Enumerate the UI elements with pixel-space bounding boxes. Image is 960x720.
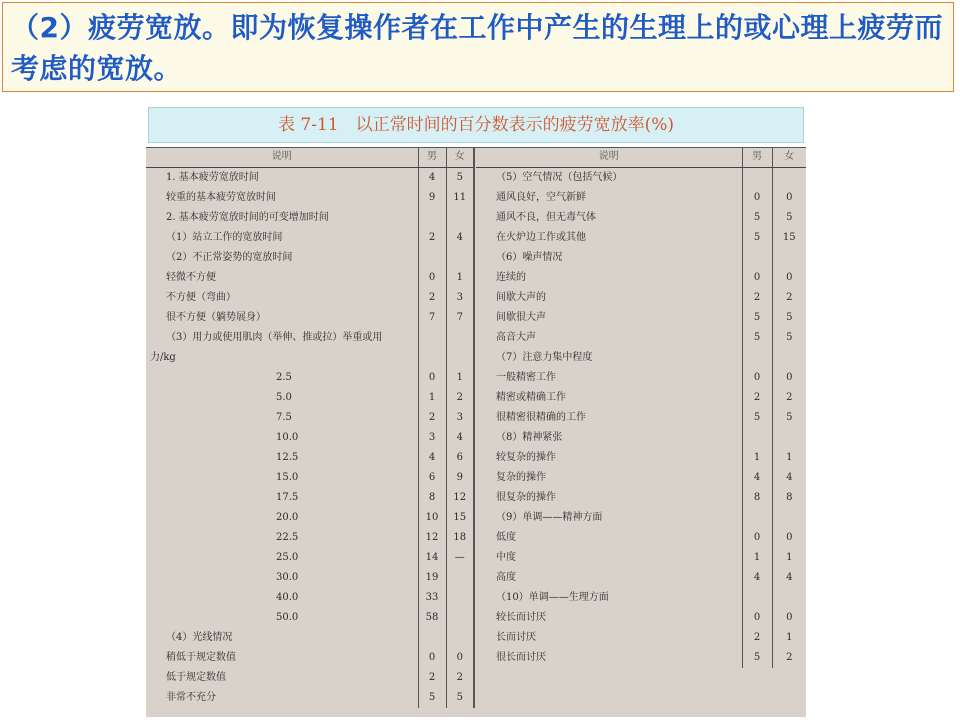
row-female-value: 9 (446, 468, 474, 488)
table-row (476, 388, 806, 408)
row-description: 很不方便（躺势展身） (146, 308, 418, 328)
row-description: 稍低于规定数值 (146, 648, 418, 668)
row-description: 很长而讨厌 (476, 648, 742, 668)
table-row (146, 688, 474, 708)
row-male-value: 2 (418, 288, 446, 308)
right-half-table (476, 147, 806, 668)
left-table-body (146, 168, 474, 709)
row-male-value (742, 508, 772, 528)
row-female-value: 4 (446, 228, 474, 248)
table-row (146, 648, 474, 668)
row-male-value: 2 (742, 628, 772, 648)
row-description: 25.0 (146, 548, 418, 568)
table-row (146, 508, 474, 528)
row-description: （9）单调——精神方面 (476, 508, 742, 528)
row-female-value: 2 (446, 668, 474, 688)
table-row (476, 208, 806, 228)
row-description: 22.5 (146, 528, 418, 548)
row-male-value: 4 (742, 468, 772, 488)
table-row (476, 548, 806, 568)
row-female-value: 8 (786, 492, 793, 503)
table-row (476, 568, 806, 588)
row-description: （10）单调——生理方面 (476, 588, 742, 608)
row-male-value (742, 168, 772, 189)
row-description: 长而讨厌 (476, 628, 742, 648)
table-row (476, 408, 806, 428)
table-row (476, 248, 806, 268)
row-description: （8）精神紧张 (476, 428, 742, 448)
row-male-value: 9 (418, 188, 446, 208)
row-female-value: 5 (786, 212, 793, 223)
row-male-value: 4 (418, 168, 446, 189)
header-female: 女 (772, 147, 806, 168)
row-male-value: 14 (418, 548, 446, 568)
row-male-value: 5 (418, 688, 446, 708)
row-description: 10.0 (146, 428, 418, 448)
row-male-value (418, 628, 446, 648)
table-row (146, 188, 474, 208)
row-male-value: 5 (742, 648, 772, 668)
row-description: 较重的基本疲劳宽放时间 (146, 188, 418, 208)
row-description: 一般精密工作 (476, 368, 742, 388)
row-male-value: 10 (418, 508, 446, 528)
row-female-value: 15 (446, 508, 474, 528)
row-female-value (772, 248, 806, 268)
table-row (476, 168, 806, 189)
table-row (146, 668, 474, 688)
row-male-value: 2 (418, 408, 446, 428)
row-male-value: 4 (418, 448, 446, 468)
row-description: 5.0 (146, 388, 418, 408)
row-female-value: 2 (446, 388, 474, 408)
row-male-value: 6 (418, 468, 446, 488)
row-female-value: 5 (786, 312, 793, 323)
table-row (146, 368, 474, 388)
row-male-value: 1 (742, 448, 772, 468)
table-row (146, 328, 474, 348)
row-female-value (446, 568, 474, 588)
header-female: 女 (446, 147, 474, 168)
row-description: （6）噪声情况 (476, 248, 742, 268)
row-female-value: 5 (446, 688, 474, 708)
row-male-value: 0 (742, 528, 772, 548)
header-desc: 说明 (146, 147, 418, 168)
row-male-value (418, 208, 446, 228)
row-description: 中度 (476, 548, 742, 568)
row-female-value: 1 (446, 368, 474, 388)
row-male-value: 8 (418, 488, 446, 508)
table-row (476, 188, 806, 208)
row-male-value: 0 (418, 648, 446, 668)
table-row (146, 268, 474, 288)
row-male-value: 1 (742, 548, 772, 568)
row-male-value (418, 348, 446, 368)
row-description: （7）注意力集中程度 (476, 348, 742, 368)
row-male-value: 5 (742, 408, 772, 428)
row-female-value (446, 328, 474, 348)
row-description: （5）空气情况（包括气候） (476, 168, 742, 189)
row-female-value: 2 (786, 652, 793, 663)
row-female-value (446, 248, 474, 268)
row-description: 精密或精确工作 (476, 388, 742, 408)
row-description: （3）用力或使用肌肉（举伸、推或拉）举重或用 (146, 328, 418, 348)
row-description: 高音大声 (476, 328, 742, 348)
table-row (146, 228, 474, 248)
row-female-value: 7 (446, 308, 474, 328)
row-female-value: 4 (786, 472, 793, 483)
row-female-value: 5 (446, 168, 474, 189)
row-female-value (446, 588, 474, 608)
row-description: 低于规定数值 (146, 668, 418, 688)
row-male-value: 8 (742, 488, 772, 508)
row-female-value: 6 (446, 448, 474, 468)
table-row (146, 488, 474, 508)
row-male-value: 0 (742, 188, 772, 208)
row-female-value: 15 (782, 232, 796, 243)
row-female-value: 1 (446, 268, 474, 288)
header-row (476, 147, 806, 168)
row-male-value: 0 (742, 268, 772, 288)
row-male-value: 12 (418, 528, 446, 548)
row-female-value (772, 348, 806, 368)
row-male-value: 2 (418, 668, 446, 688)
row-female-value: 18 (446, 528, 474, 548)
row-female-value: 1 (786, 452, 793, 463)
row-female-value (446, 608, 474, 628)
row-description: 较复杂的操作 (476, 448, 742, 468)
row-female-value: 0 (786, 272, 793, 283)
row-description: 30.0 (146, 568, 418, 588)
table-row (146, 428, 474, 448)
row-female-value (772, 508, 806, 528)
table-row (476, 608, 806, 628)
slide-title: （2）疲劳宽放。即为恢复操作者在工作中产生的生理上的或心理上疲劳而考虑的宽放。 (11, 11, 943, 85)
row-male-value: 58 (418, 608, 446, 628)
row-male-value (742, 248, 772, 268)
table-row (146, 528, 474, 548)
row-male-value: 33 (418, 588, 446, 608)
row-description: 2. 基本疲劳宽放时间的可变增加时间 (146, 208, 418, 228)
row-female-value (772, 428, 806, 448)
table-row (476, 528, 806, 548)
row-male-value: 0 (418, 268, 446, 288)
row-male-value: 5 (742, 208, 772, 228)
row-female-value: 5 (786, 332, 793, 343)
row-description: 低度 (476, 528, 742, 548)
row-male-value: 2 (742, 288, 772, 308)
row-description: 40.0 (146, 588, 418, 608)
row-male-value: 4 (742, 568, 772, 588)
header-desc: 说明 (476, 147, 742, 168)
table-row (146, 548, 474, 568)
row-description: 较长而讨厌 (476, 608, 742, 628)
row-description: 15.0 (146, 468, 418, 488)
table-row (476, 588, 806, 608)
row-female-value (772, 588, 806, 608)
slide-title-box (2, 2, 954, 92)
row-description: 17.5 (146, 488, 418, 508)
row-male-value (742, 348, 772, 368)
row-male-value: 19 (418, 568, 446, 588)
table-row (476, 508, 806, 528)
row-female-value (446, 348, 474, 368)
table-row (146, 288, 474, 308)
row-female-value (446, 208, 474, 228)
row-female-value: 4 (786, 572, 793, 583)
table-caption: 表 7-11 以正常时间的百分数表示的疲劳宽放率(%) (148, 107, 804, 143)
fatigue-allowance-table (146, 147, 806, 717)
row-female-value: 5 (786, 412, 793, 423)
row-male-value: 1 (418, 388, 446, 408)
row-description: 不方便（弯曲） (146, 288, 418, 308)
row-description: （2）不正常姿势的宽放时间 (146, 248, 418, 268)
row-description: 间歇很大声 (476, 308, 742, 328)
row-male-value (742, 588, 772, 608)
table-row (146, 568, 474, 588)
row-female-value: 3 (446, 408, 474, 428)
row-male-value (418, 328, 446, 348)
header-male: 男 (418, 147, 446, 168)
row-description: 2.5 (146, 368, 418, 388)
row-male-value: 0 (418, 368, 446, 388)
row-female-value: 0 (786, 372, 793, 383)
row-female-value (772, 168, 806, 189)
row-male-value: 3 (418, 428, 446, 448)
row-description: 1. 基本疲劳宽放时间 (146, 168, 418, 189)
row-description: 高度 (476, 568, 742, 588)
table-row (146, 208, 474, 228)
row-male-value (418, 248, 446, 268)
row-male-value: 5 (742, 228, 772, 248)
table-row (476, 488, 806, 508)
row-description: 20.0 (146, 508, 418, 528)
left-half-table (146, 147, 475, 708)
row-male-value: 2 (418, 228, 446, 248)
row-male-value: 0 (742, 608, 772, 628)
row-female-value: 0 (786, 532, 793, 543)
row-description: （4）光线情况 (146, 628, 418, 648)
table-row (476, 348, 806, 368)
row-female-value: 2 (786, 392, 793, 403)
table-row (476, 448, 806, 468)
table-row (146, 448, 474, 468)
row-description: 间歇大声的 (476, 288, 742, 308)
row-description: （1）站立工作的宽放时间 (146, 228, 418, 248)
row-description: 很精密很精确的工作 (476, 408, 742, 428)
row-female-value: 0 (786, 612, 793, 623)
table-row (146, 308, 474, 328)
row-male-value: 5 (742, 328, 772, 348)
table-row (146, 608, 474, 628)
table-row (146, 588, 474, 608)
row-description: 连续的 (476, 268, 742, 288)
row-description: 很复杂的操作 (476, 488, 742, 508)
table-row (476, 428, 806, 448)
row-description: 轻微不方便 (146, 268, 418, 288)
row-description: 力/kg (146, 348, 418, 368)
right-table-body (476, 168, 806, 669)
row-description: 7.5 (146, 408, 418, 428)
table-row (146, 468, 474, 488)
table-row (476, 228, 806, 248)
table-row (146, 628, 474, 648)
table-row (146, 248, 474, 268)
row-male-value (742, 428, 772, 448)
table-row (476, 328, 806, 348)
row-description: 复杂的操作 (476, 468, 742, 488)
table-row (146, 388, 474, 408)
header-row (146, 147, 474, 168)
row-female-value: 2 (786, 292, 793, 303)
row-female-value: 1 (786, 552, 793, 563)
table-row (476, 268, 806, 288)
table-row (476, 468, 806, 488)
row-description: 通风不良，但无毒气体 (476, 208, 742, 228)
table-row (146, 168, 474, 189)
row-female-value: 11 (446, 188, 474, 208)
row-male-value: 0 (742, 368, 772, 388)
row-female-value: — (446, 548, 474, 568)
row-female-value: 12 (446, 488, 474, 508)
row-male-value: 5 (742, 308, 772, 328)
row-description: 在火炉边工作或其他 (476, 228, 742, 248)
table-row (146, 408, 474, 428)
row-female-value: 1 (786, 632, 793, 643)
row-female-value: 3 (446, 288, 474, 308)
table-row (476, 628, 806, 648)
table-row (476, 308, 806, 328)
row-description: 通风良好，空气新鲜 (476, 188, 742, 208)
table-row (146, 348, 474, 368)
table-row (476, 368, 806, 388)
row-female-value: 0 (446, 648, 474, 668)
row-female-value (446, 628, 474, 648)
header-male: 男 (742, 147, 772, 168)
row-male-value: 7 (418, 308, 446, 328)
row-female-value: 4 (446, 428, 474, 448)
table-row (476, 288, 806, 308)
row-description: 12.5 (146, 448, 418, 468)
row-female-value: 0 (786, 192, 793, 203)
row-male-value: 2 (742, 388, 772, 408)
row-description: 50.0 (146, 608, 418, 628)
row-description: 非常不充分 (146, 688, 418, 708)
table-row (476, 648, 806, 668)
